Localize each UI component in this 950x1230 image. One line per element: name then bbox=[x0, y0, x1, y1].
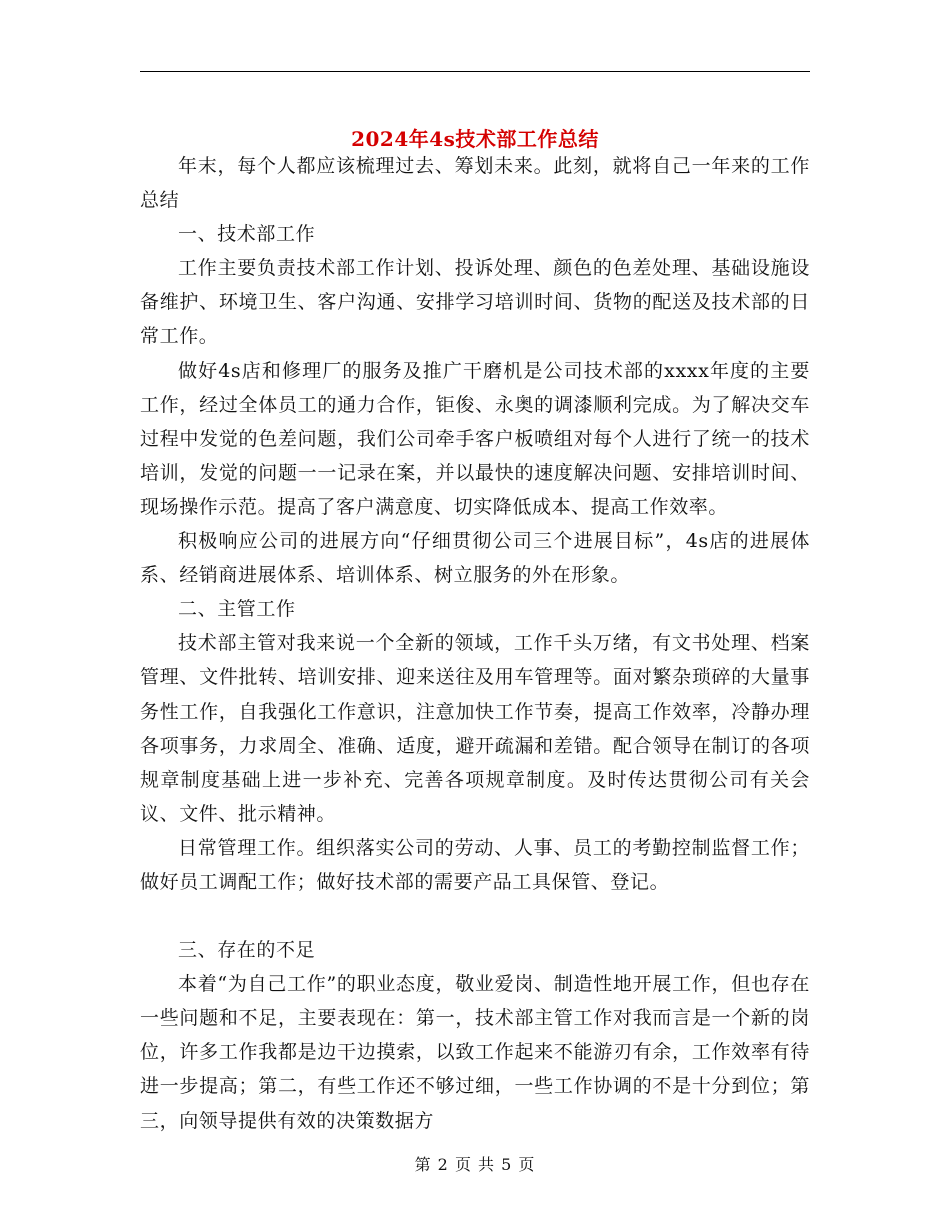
page-number: 第 2 页 共 5 页 bbox=[414, 1155, 536, 1174]
section-heading-tech-dept: 一、技术部工作 bbox=[178, 223, 316, 246]
header-rule bbox=[140, 71, 810, 72]
section-heading-shortcomings: 三、存在的不足 bbox=[178, 939, 316, 962]
document-body bbox=[140, 149, 810, 1138]
document-title: 2024年4s技术部工作总结 bbox=[351, 127, 599, 152]
paragraph-shortcomings: 本着“为自己工作”的职业态度，敬业爱岗、制造性地开展工作，但也存在一些问题和不足，主要表现在：第一，技术部主管工作对我而言是一个新的岗位，许多工作我都是边干边摸索，以致工作起来不能游刃有余，工作效率有待进一步提高；第二，有些工作还不够过细，一些工作协调的不是十分到位；第三，向领导提供有效的决策数据方 bbox=[140, 973, 810, 1132]
paragraph-daily-management: 日常管理工作。组织落实公司的劳动、人事、员工的考勤控制监督工作；做好员工调配工作；做好技术部的需要产品工具保管、登记。 bbox=[140, 836, 810, 893]
paragraph-supervisor-work: 技术部主管对我来说一个全新的领域，工作千头万绪，有文书处理、档案管理、文件批转、培训安排、迎来送往及用车管理等。面对繁杂琐碎的大量事务性工作，自我强化工作意识，注意加快工作节奏，提高工作效率，冷静办理各项事务，力求周全、准确、适度，避开疏漏和差错。配合领导在制订的各项规章制度基础上进一步补充、完善各项规章制度。及时传达贯彻公司有关会议、文件、批示精神。 bbox=[140, 632, 810, 825]
paragraph-annual-work: 做好4s店和修理厂的服务及推广干磨机是公司技术部的xxxx年度的主要工作，经过全体员工的通力合作，钜俊、永奥的调漆顺利完成。为了解决交车过程中发觉的色差问题，我们公司牵手客户板喷组对每个人进行了统一的技术培训，发觉的问题一一记录在案，并以最快的速度解决问题、安排培训时间、现场操作示范。提高了客户满意度、切实降低成本、提高工作效率。 bbox=[140, 359, 810, 518]
paragraph-company-direction: 积极响应公司的进展方向“仔细贯彻公司三个进展目标”，4s店的进展体系、经销商进展体系、培训体系、树立服务的外在形象。 bbox=[140, 530, 810, 587]
paragraph-responsibilities: 工作主要负责技术部工作计划、投诉处理、颜色的色差处理、基础设施设备维护、环境卫生、客户沟通、安排学习培训时间、货物的配送及技术部的日常工作。 bbox=[140, 257, 810, 348]
section-heading-supervisor: 二、主管工作 bbox=[178, 598, 296, 621]
paragraph-intro: 年末，每个人都应该梳理过去、筹划未来。此刻，就将自己一年来的工作总结 bbox=[140, 155, 810, 212]
